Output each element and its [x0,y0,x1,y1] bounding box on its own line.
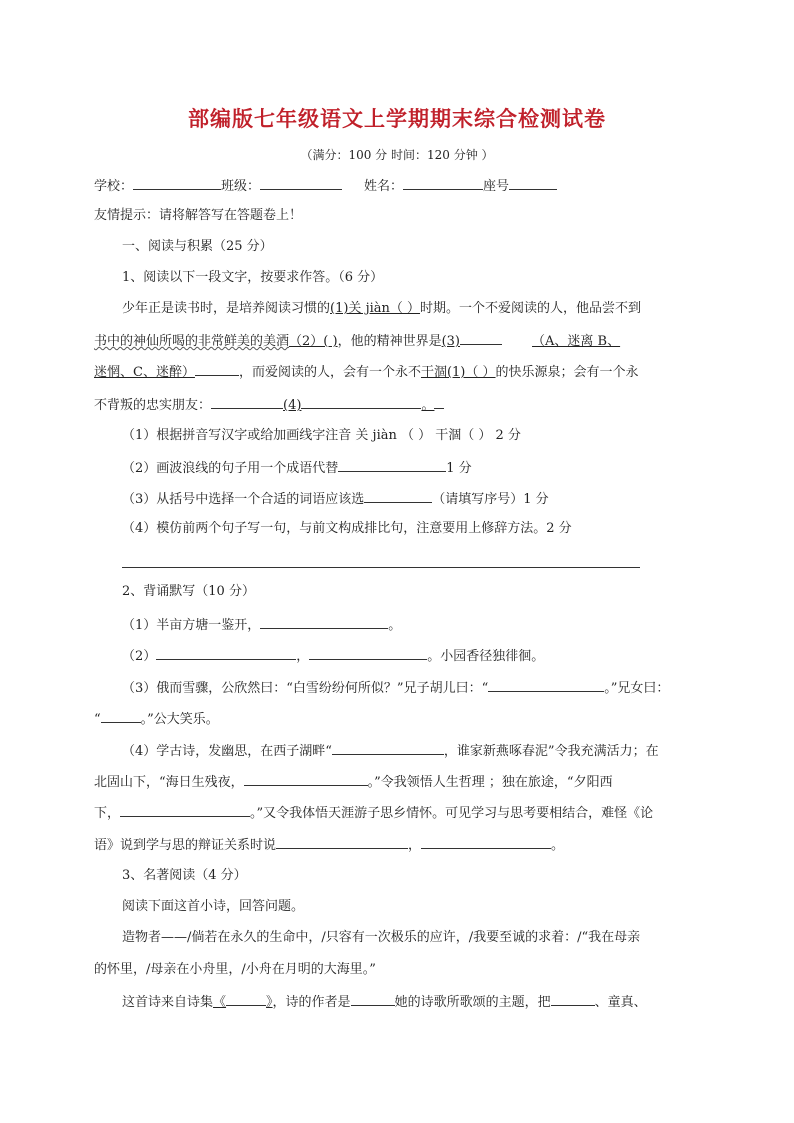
s4-blank-2[interactable] [244,772,368,786]
q3-poem-line2: 的怀里，/母亲在小舟里，/小舟在月明的大海里。” [94,962,376,977]
author-blank[interactable] [351,992,395,1006]
blank-options-line[interactable] [195,362,239,376]
school-label: 学校： [94,179,134,194]
q1-sub4: （4）模仿前两个句子写一句，与前文构成排比句，注意要用上修辞方法。2 分 [122,521,572,536]
q1-sub3: （3）从括号中选择一个合适的词语应该选 （请填写序号）1 分 [122,489,549,509]
blank-3-line[interactable] [460,331,502,345]
poetry-collection-blank[interactable] [226,992,266,1006]
exam-subtitle: （满分：100 分 时间：120 分钟 ） [300,148,494,162]
q2-s4-line2: 北固山下，“海日生残夜， 。”令我领悟人生哲理 ；独在旅途，“夕阳西 [94,772,613,792]
tip-text: 友情提示：请将解答写在答题卷上！ [94,208,303,223]
sub3-answer-blank[interactable] [364,489,432,503]
s2-blank-2[interactable] [309,646,427,660]
q2-s2: （2） ， 。小园香径独徘徊。 [122,646,544,666]
s3-blank-2[interactable] [101,709,141,723]
q1-paragraph-line3: 迷惘、C、迷醉） ，而爱阅读的人，会有一个永不干涸(1)（ ）的快乐源泉；会有一个永 [94,362,639,382]
class-label: 班级： [221,179,261,194]
s4-blank-3[interactable] [120,803,250,817]
q2-heading: 2、背诵默写（10 分） [122,584,255,599]
blank-mark-4b[interactable]: (4) [283,398,302,413]
options-abc-cont: 迷惘、C、迷醉） [94,365,195,380]
blank-mark-4[interactable]: 干涸(1)（ ） [420,365,496,380]
q2-s3-cont: “ 。”公大笑乐。 [94,709,219,729]
school-field[interactable] [133,176,221,190]
blank-mark-3[interactable]: (3) [441,334,461,349]
blank-4-right[interactable] [301,395,421,409]
s4-blank-5[interactable] [421,835,551,849]
wavy-sentence: 书中的神仙所喝的非常鲜美的美酒 [94,334,290,349]
q1-sub2: （2）画波浪线的句子用一个成语代替 1 分 [122,458,472,478]
section1-heading: 一、阅读与积累（25 分） [122,239,273,254]
blank-4-left[interactable] [211,395,283,409]
q2-s4-line3: 下， 。”又令我体悟天涯游子思乡情怀。可见学习与思考要相结合，难怪《论 [94,803,653,823]
s2-blank-1[interactable] [156,646,296,660]
q1-heading: 1、阅读以下一段文字，按要求作答。（6 分） [122,270,384,285]
s3-blank-1[interactable] [488,678,604,692]
blank-mark-2[interactable]: （2）( ) [289,334,338,349]
student-info-row [94,176,557,196]
name-label: 姓名： [364,179,404,194]
sub4-answer-line[interactable] [122,567,640,568]
options-abc: （A、迷离 B、 [532,334,621,349]
sub2-answer-blank[interactable] [338,458,446,472]
q3-question: 这首诗来自诗集《 》，诗的作者是 她的诗歌所歌颂的主题，把 、童真、 [122,992,647,1012]
q2-s4-line4: 语》说到学与思的辩证关系时说 ， 。 [94,835,564,855]
s4-blank-4[interactable] [276,835,408,849]
blank-mark-1[interactable]: (1)关 jiàn（ ） [330,301,421,316]
seat-label: 座号 [483,179,510,194]
q1-paragraph-line2: 书中的神仙所喝的非常鲜美的美酒（2）( )，他的精神世界是(3) （A、迷离 B、 [94,331,620,351]
theme-blank[interactable] [551,992,595,1006]
q1-sub1: （1）根据拼音写汉字或给加画线字注音 关 jiàn （ ） 干涸（ ） 2 分 [122,428,521,443]
s1-blank[interactable] [260,615,388,629]
q2-s1: （1）半亩方塘一鉴开， 。 [122,615,401,635]
q1-paragraph-line4: 不背叛的忠实朋友： (4) 。 [94,395,444,415]
name-field[interactable] [403,176,483,190]
q2-s3: （3）俄而雪骤，公欣然曰：“白雪纷纷何所似？”兄子胡儿曰：“ 。”兄女曰： [122,678,669,698]
q3-heading: 3、名著阅读（4 分） [122,868,247,883]
s4-blank-1[interactable] [332,741,444,755]
q1-paragraph-line1: 少年正是读书时，是培养阅读习惯的(1)关 jiàn（ ）时期。一个不爱阅读的人，他品尝不到 [122,301,642,316]
seat-field[interactable] [509,176,557,190]
exam-title: 部编版七年级语文上学期期末综合检测试卷 [188,106,606,131]
q3-poem-line1: 造物者——/倘若在永久的生命中，/只容有一次极乐的应许，/我要至诚的求着：/“我在母亲 [122,930,641,945]
q2-s4-line1: （4）学古诗，发幽思，在西子湖畔“ ，谁家新燕啄春泥”令我充满活力；在 [122,741,659,761]
class-field[interactable] [260,176,342,190]
q3-intro: 阅读下面这首小诗，回答问题。 [122,899,305,914]
